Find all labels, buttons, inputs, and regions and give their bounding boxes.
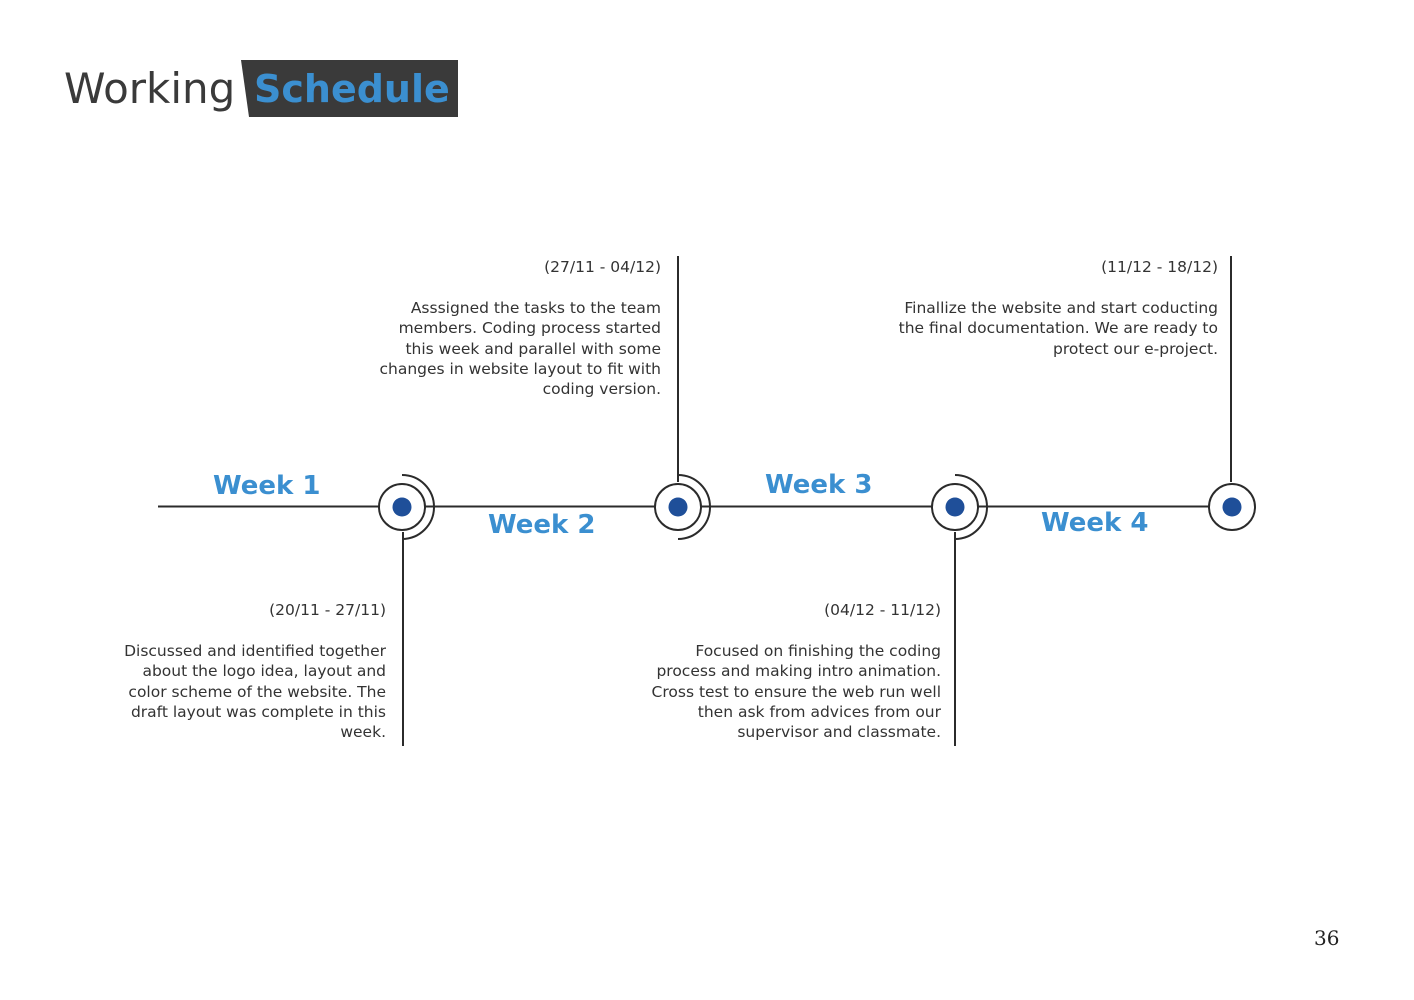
week-2-label: Week 2: [488, 510, 596, 540]
week-2-date: (27/11 - 04/12): [544, 258, 661, 276]
week-1-node: [379, 475, 434, 539]
week-2-description: Asssigned the tasks to the team members. Coding process started this week and parallel with some changes in website layout to fit with coding version.: [379, 299, 661, 399]
week-3-node: [932, 475, 987, 539]
week-3-label: Week 3: [765, 470, 873, 500]
week-3-dot: [946, 498, 965, 517]
week-1-label: Week 1: [213, 471, 321, 501]
week-2-node: [655, 475, 710, 539]
page-title-highlight: Schedule: [254, 67, 450, 111]
week-4-description: Finallize the website and start coducting the final documentation. We are ready to protect our e-project.: [898, 299, 1218, 358]
week-3-date: (04/12 - 11/12): [824, 601, 941, 619]
week-4-date: (11/12 - 18/12): [1101, 258, 1218, 276]
week-3-description: Focused on finishing the coding process and making intro animation. Cross test to ensure the web run well then ask from advices from our supervisor and classmate.: [651, 642, 941, 742]
week-4-dot: [1223, 498, 1242, 517]
week-4-node: [1209, 484, 1255, 530]
week-1-date: (20/11 - 27/11): [269, 601, 386, 619]
week-1-dot: [393, 498, 412, 517]
page-number: 36: [1314, 926, 1340, 950]
week-1-description: Discussed and identified together about the logo idea, layout and color scheme of the website. The draft layout was complete in this week.: [124, 642, 386, 742]
page-title-plain: Working: [64, 64, 236, 113]
week-2-dot: [669, 498, 688, 517]
week-4-label: Week 4: [1041, 508, 1149, 538]
